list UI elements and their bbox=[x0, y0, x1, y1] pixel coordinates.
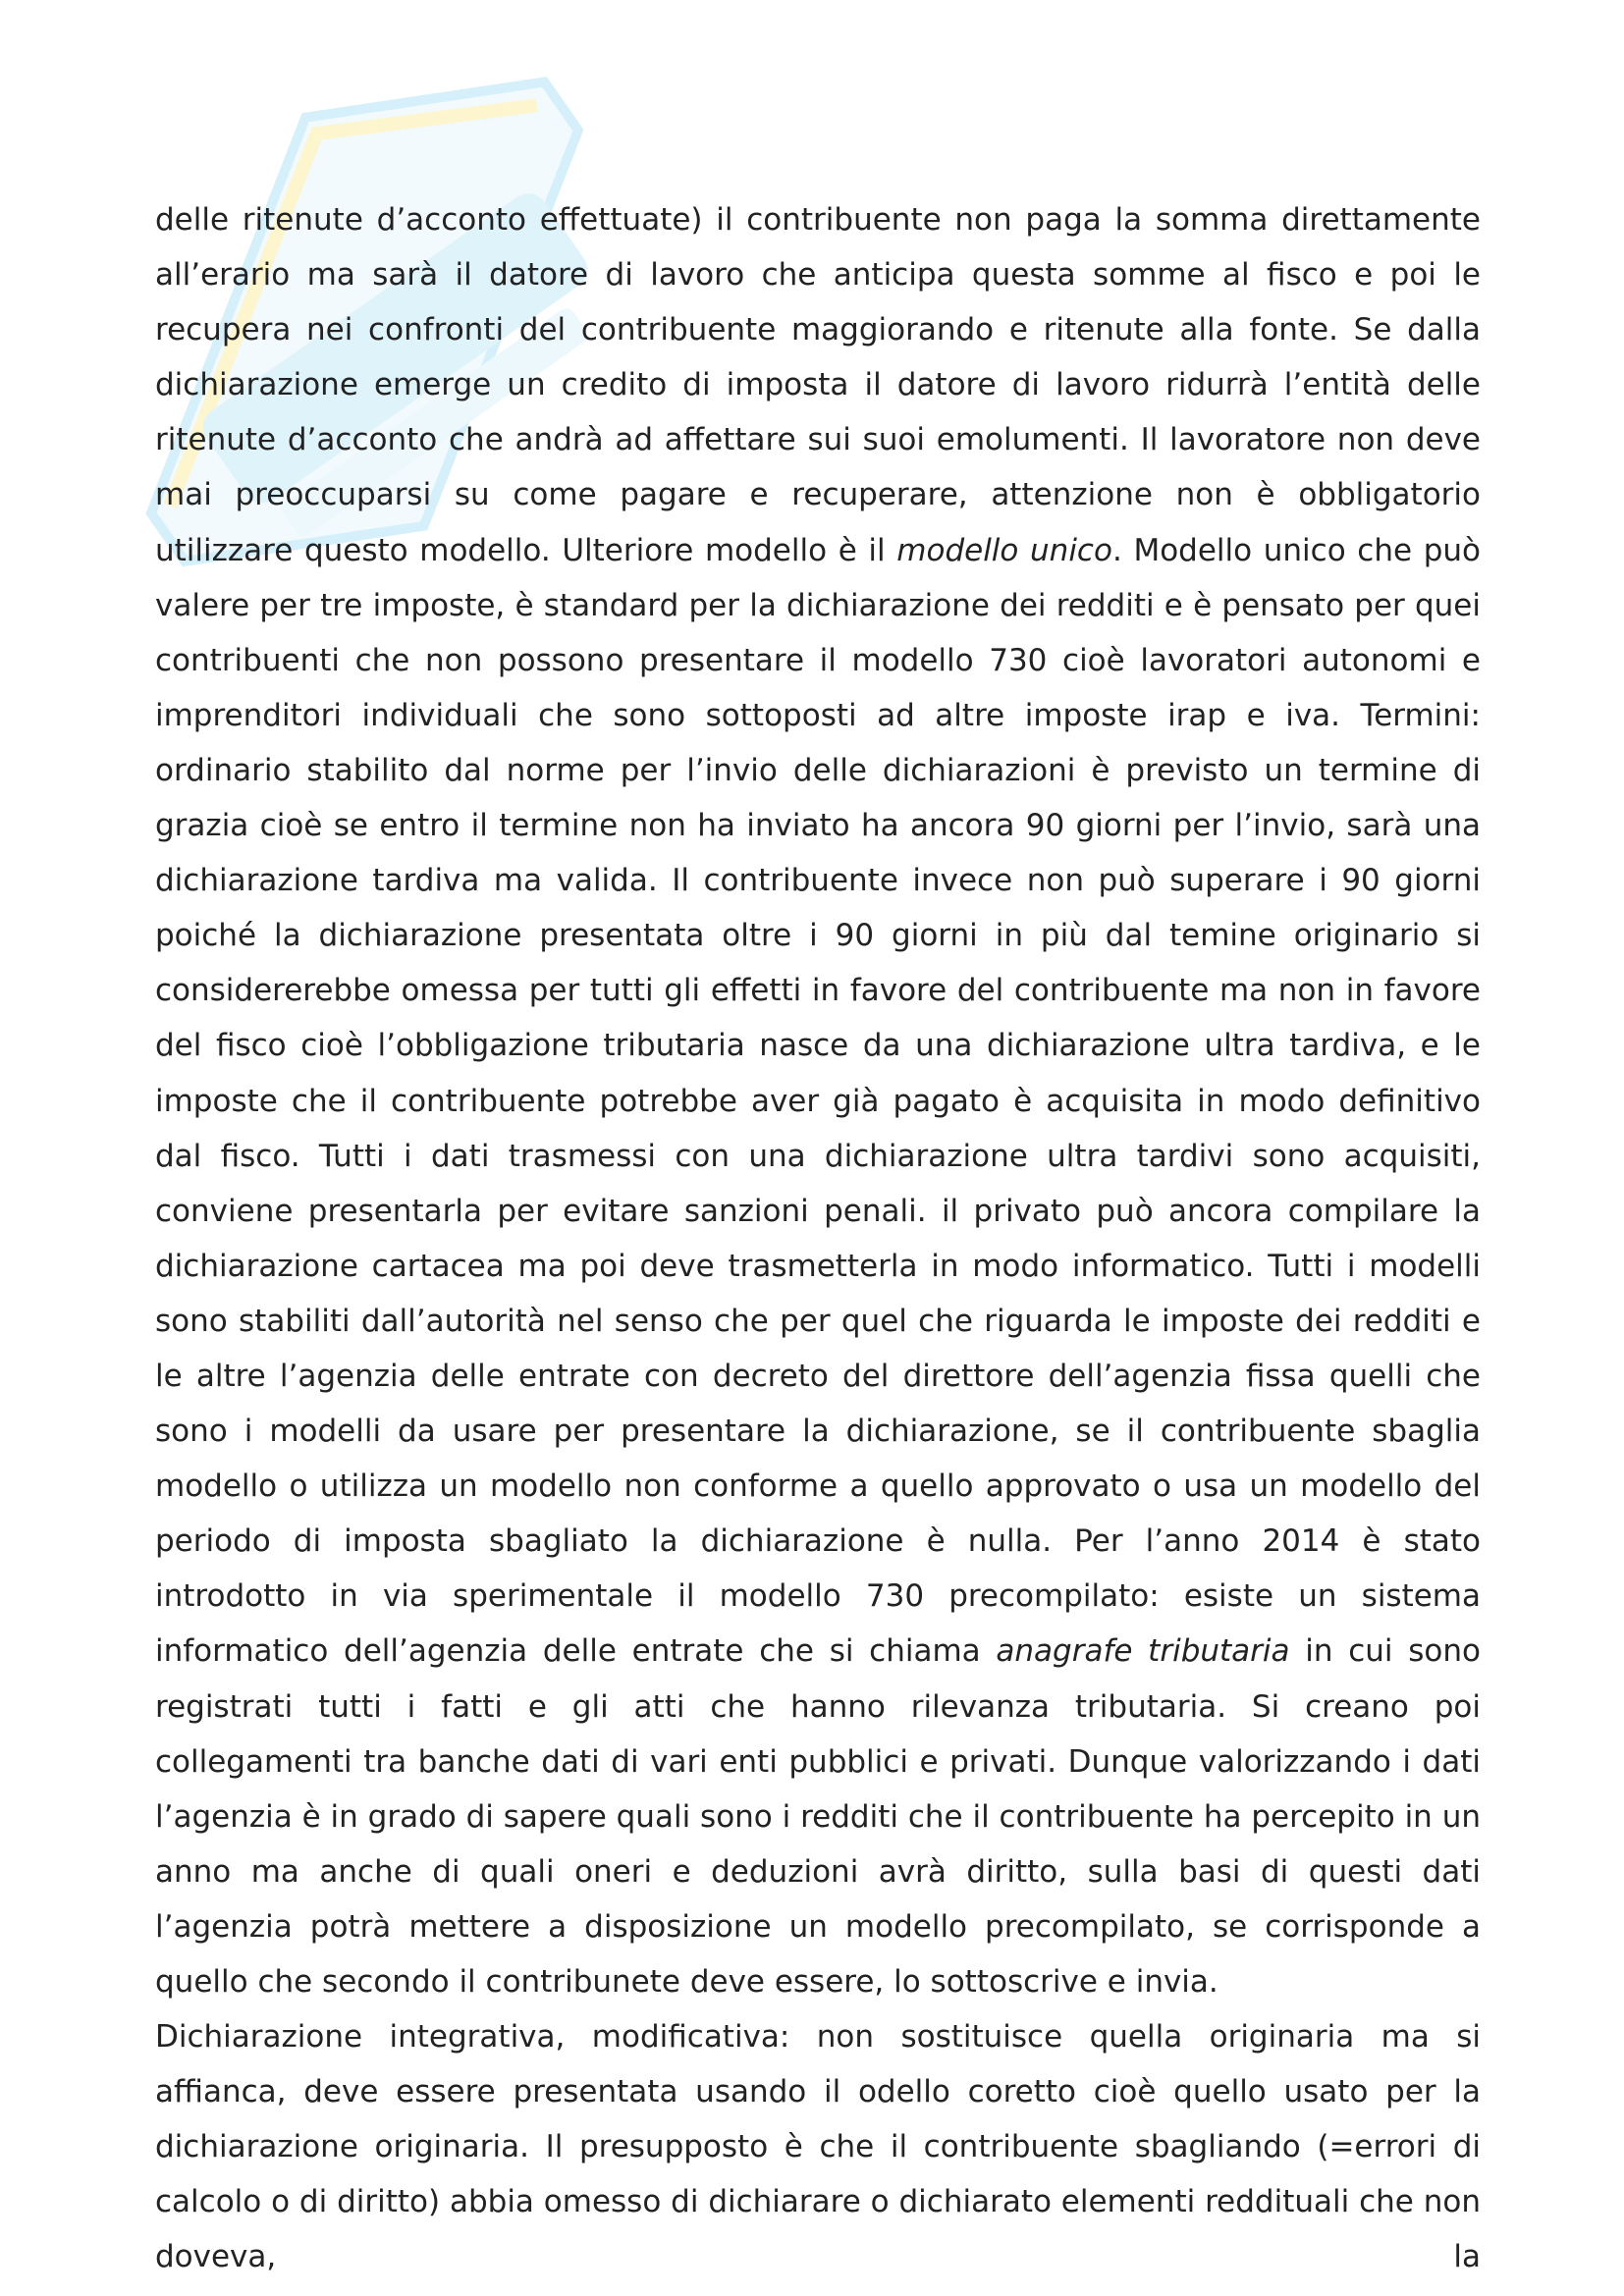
paragraph-main bbox=[155, 192, 1481, 2009]
paragraph-dichiarazione-integrativa bbox=[155, 2009, 1481, 2284]
document-body bbox=[155, 192, 1481, 2285]
text-segment: in cui sono registrati tutti i fatti e gli atti che hanno rilevanza tributaria. Si creano poi collegamenti tra banche dati di vari enti pubblici e privati. Dunque valorizzando i dati l’agenzia è in grado di sapere quali sono i redditi che il contribuente ha percepito in un anno ma anche di quali oneri e deduzioni avrà diritto, sulla basi di questi dati l’agenzia potrà mettere a disposizione un modello precompilato, se corrisponde a quello che secondo il contribunete deve essere, lo sottoscrive e invia. bbox=[155, 1633, 1482, 2000]
italic-term-anagrafe-tributaria: anagrafe tributaria bbox=[996, 1633, 1290, 1670]
text-segment: delle ritenute d’acconto effettuate) il contribuente non paga la somma direttamente all’erario ma sarà il datore di lavoro che anticipa questa somme al fisco e poi le recupera nei confronti del contribuente maggiorando e ritenute alla fonte. Se dalla dichiarazione emerge un credito di imposta il datore di lavoro ridurrà l’entità delle ritenute d’acconto che andrà ad affettare sui suoi emolumenti. Il lavoratore non deve mai preoccuparsi su come pagare e recuperare, attenzione non è obbligatorio utilizzare questo modello. Ulteriore modello è il bbox=[155, 202, 1481, 568]
italic-term-modello-unico: modello unico bbox=[896, 532, 1112, 568]
text-segment: Dichiarazione integrativa, modificativa: non sostituisce quella originaria ma si affianca, deve essere presentata usando il odello coretto cioè quello usato per la dichiarazione originaria. Il presupposto è che il contribuente sbagliando (=errori di calcolo o di diritto) abbia omesso di dichiarare o dichiarato elementi reddituali che non doveva, la bbox=[155, 2019, 1481, 2275]
text-segment: . Modello unico che può valere per tre imposte, è standard per la dichiarazione dei redditi e è pensato per quei contribuenti che non possono presentare il modello 730 cioè lavoratori autonomi e imprenditori individuali che sono sottoposti ad altre imposte irap e iva. Termini: ordinario stabilito dal norme per l’invio delle dichiarazioni è previsto un termine di grazia cioè se entro il termine non ha inviato ha ancora 90 giorni per l’invio, sarà una dichiarazione tardiva ma valida. Il contribuente invece non può superare i 90 giorni poiché la dichiarazione presentata oltre i 90 giorni in più dal temine originario si considererebbe omessa per tutti gli effetti in favore del contribuente ma non in favore del fisco cioè l’obbligazione tributaria nasce da una dichiarazione ultra tardiva, e le imposte che il contribuente potrebbe aver già pagato è acquisita in modo definitivo dal fisco. Tutti i dati trasmessi con una dichiarazione ultra tardivi sono acquisiti, conviene presentarla per evitare sanzioni penali. il privato può ancora compilare la dichiarazione cartacea ma poi deve trasmetterla in modo informatico. Tutti i modelli sono stabiliti dall’autorità nel senso che per quel che riguarda le imposte dei redditi e le altre l’agenzia delle entrate con decreto del direttore dell’agenzia fissa quelli che sono i modelli da usare per presentare la dichiarazione, se il contribuente sbaglia modello o utilizza un modello non conforme a quello approvato o usa un modello del periodo di imposta sbagliato la dichiarazione è nulla. Per l’anno 2014 è stato introdotto in via sperimentale il modello 730 precompilato: esiste un sistema informatico dell’agenzia delle entrate che si chiama bbox=[155, 532, 1481, 1670]
